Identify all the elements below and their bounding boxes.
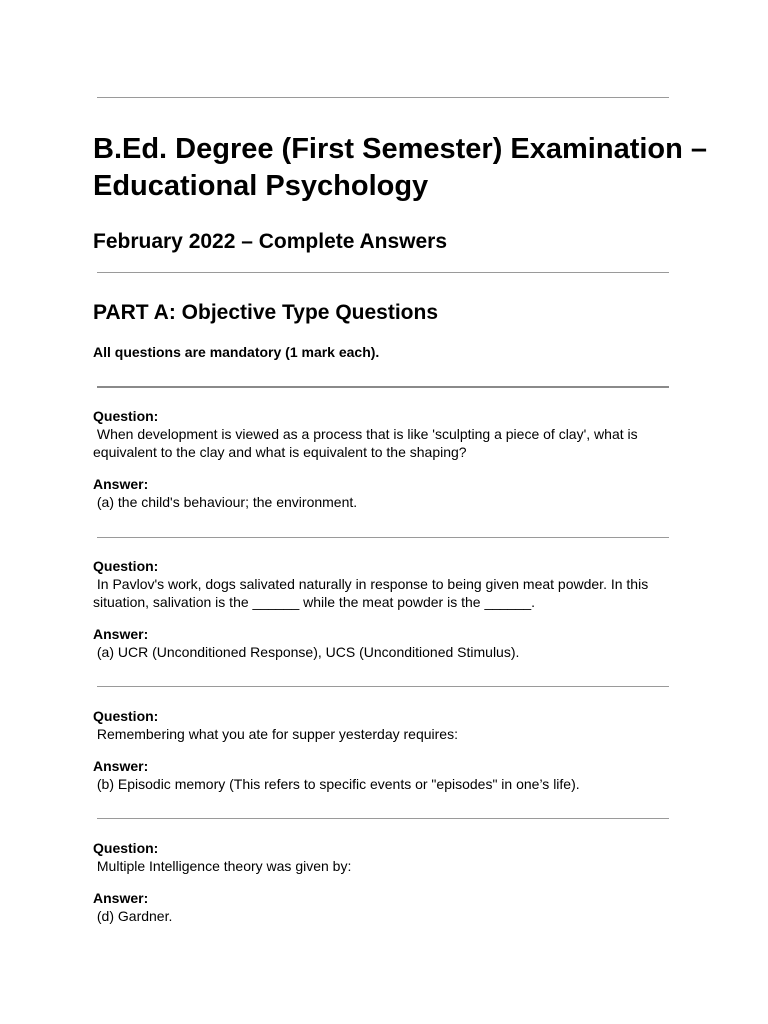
part-heading: PART A: Objective Type Questions: [93, 301, 439, 324]
question-label: Question:: [93, 840, 159, 856]
answer-label: Answer:: [93, 890, 149, 906]
question-block-3: [93, 707, 673, 793]
question-text: In Pavlov's work, dogs salivated naturally in response to being given meat powder. In this situation, salivation is the ______ while the meat powder is the ______.: [93, 576, 653, 610]
question-label: Question:: [93, 408, 159, 424]
question-block-4: [93, 839, 673, 925]
question-block-2: [93, 557, 673, 661]
answer-label: Answer:: [93, 476, 149, 492]
question-block-1: [93, 407, 673, 511]
question-label: Question:: [93, 708, 159, 724]
section-divider: [97, 386, 669, 388]
top-divider: [97, 97, 669, 98]
document-subtitle: February 2022 – Complete Answers: [93, 230, 448, 253]
question-text: When development is viewed as a process that is like 'sculpting a piece of clay', what is equivalent to the clay and what is equivalent to the shaping?: [93, 426, 642, 460]
answer-text: (a) the child's behaviour; the environment.: [93, 494, 358, 510]
question-label: Question:: [93, 558, 159, 574]
document-title: B.Ed. Degree (First Semester) Examination – Educational Psychology: [93, 133, 708, 202]
subtitle-divider: [97, 272, 669, 273]
question-text: Multiple Intelligence theory was given by:: [93, 858, 352, 874]
answer-label: Answer:: [93, 758, 149, 774]
answer-text: (b) Episodic memory (This refers to specific events or "episodes" in one’s life).: [93, 776, 580, 792]
answer-label: Answer:: [93, 626, 149, 642]
answer-text: (d) Gardner.: [93, 908, 173, 924]
question-text: Remembering what you ate for supper yesterday requires:: [93, 726, 458, 742]
question-divider-3: [97, 818, 669, 819]
instruction-text: All questions are mandatory (1 mark each).: [93, 344, 380, 360]
question-divider-2: [97, 686, 669, 687]
question-divider-1: [97, 537, 669, 538]
answer-text: (a) UCR (Unconditioned Response), UCS (Unconditioned Stimulus).: [93, 644, 520, 660]
